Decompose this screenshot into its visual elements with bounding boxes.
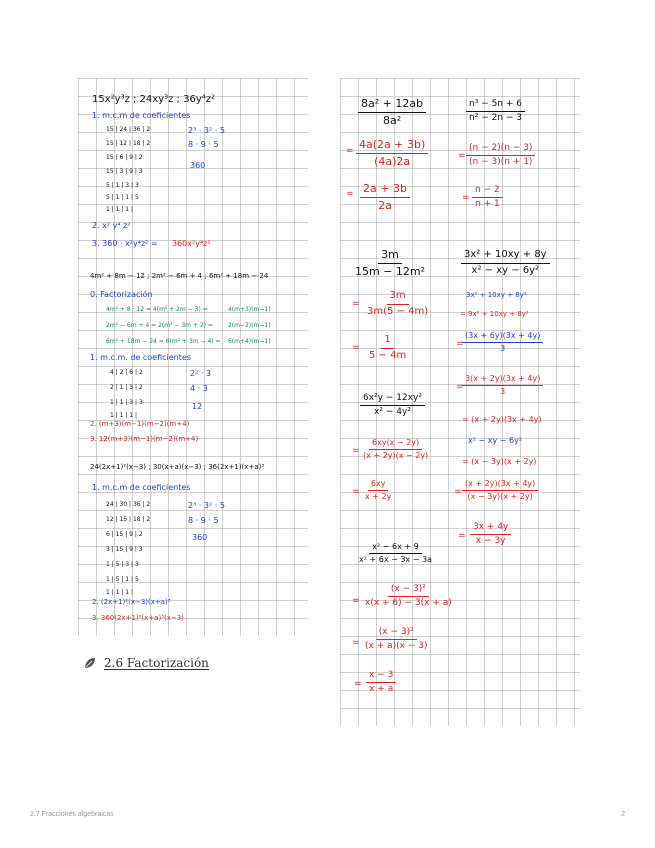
p4-line-5: = (x − 3y)(x + 2y) <box>462 457 537 466</box>
equals-sign: = <box>458 151 466 161</box>
ex2-prime-factors: 2² · 3 <box>190 369 212 378</box>
ex1-prime-factors: 2³ · 3² · 5 <box>188 126 225 135</box>
p1-fraction <box>358 97 426 128</box>
p6-numerator: x² − 6x + 9 <box>369 542 421 554</box>
ex3-product: 8 · 9 · 5 <box>188 516 219 525</box>
ex2-factor-answer-1: 4(m+3)(m−1) <box>228 306 271 313</box>
p4-step1-numerator: (3x + 6y)(3x + 4y) <box>462 331 543 343</box>
p4-fraction <box>461 249 550 277</box>
p6-step1-numerator: (x − 3)² <box>388 584 429 597</box>
p6-step3-numerator: x − 3 <box>366 670 396 683</box>
equals-sign: = <box>352 596 360 606</box>
p1-step2-numerator: 2a + 3b <box>360 182 410 198</box>
equals-sign: = <box>462 193 470 203</box>
p1-step1 <box>356 138 428 169</box>
p4-step3 <box>462 479 538 502</box>
p1-step1-numerator: 4a(2a + 3b) <box>356 138 428 154</box>
p6-step1-denominator: x(x + 6) − 3(x + a) <box>365 598 452 609</box>
ex2-product: 4 · 3 <box>190 384 208 393</box>
equals-sign: = <box>354 679 362 689</box>
ex2-table-row: 4 | 2 | 6 | 2 <box>110 369 143 376</box>
p1-denominator: 8a² <box>382 113 402 127</box>
p5-fraction <box>360 393 425 419</box>
p4-step1-denominator: 3 <box>500 344 506 353</box>
equals-sign: = <box>458 531 466 541</box>
p4-step2-denominator: 3 <box>500 387 506 396</box>
ex2-table-row: 1 | 1 | 1 | <box>110 412 138 419</box>
p4-line-1: 3x² + 10xy + 8y² <box>466 291 527 299</box>
ex2-step0: 0. Factorización <box>90 290 153 299</box>
p4-step4-numerator: 3x + 4y <box>470 522 511 535</box>
ex3-step3: 3. 360(2x+1)²(x+a)³(x−3) <box>92 614 184 622</box>
ex2-table-row: 1 | 1 | 3 | 3 <box>110 399 143 406</box>
p5-step2-denominator: x + 2y <box>365 492 392 501</box>
p6-step2-denominator: (x + a)(x − 3) <box>365 641 428 652</box>
ex2-step1: 1. m.c.m. de coeficientes <box>90 353 191 362</box>
p5-step1 <box>360 438 431 461</box>
ex1-product: 8 · 9 · 5 <box>188 140 219 149</box>
p3-step1-denominator: 3m(5 − 4m) <box>367 305 429 317</box>
p4-step2-numerator: 3(x + 2y)(3x + 4y) <box>462 374 543 386</box>
equals-sign: = <box>346 189 354 199</box>
footer-chapter: 2.7 Fracciones algebraicas <box>30 811 114 818</box>
ex3-step1: 1. m.c.m de coeficientes <box>92 483 191 492</box>
p4-step1 <box>462 331 543 354</box>
p6-step3 <box>366 670 396 696</box>
equals-sign: = <box>456 339 464 349</box>
p5-step1-denominator: (x + 2y)(x − 2y) <box>363 451 429 460</box>
p2-numerator: n³ − 5n + 6 <box>466 99 525 112</box>
ex1-step1: 1. m.c.m de coeficientes <box>92 111 191 120</box>
p6-step2 <box>362 627 430 653</box>
ex1-table-row: 15 | 12 | 18 | 2 <box>106 140 151 147</box>
p3-step1-numerator: 3m <box>387 290 409 305</box>
equals-sign: = <box>454 487 462 497</box>
equals-sign: = <box>456 382 464 392</box>
p3-step2-numerator: 1 <box>381 334 393 349</box>
p2-fraction <box>466 99 525 125</box>
equals-sign: = <box>352 343 360 353</box>
ex1-step3: 3. 360 · x²y⁴z² = <box>92 239 158 248</box>
p3-step2 <box>366 334 409 362</box>
ex1-table-row: 5 | 1 | 1 | 5 <box>106 194 139 201</box>
equals-sign: = <box>346 146 354 156</box>
p1-step2-denominator: 2a <box>378 198 392 212</box>
ex3-table-row: 24 | 30 | 36 | 2 <box>106 501 151 508</box>
p3-numerator: 3m <box>378 248 402 264</box>
p6-denominator: x² + 6x − 3x − 3a <box>359 555 432 564</box>
p5-step2-numerator: 6xy <box>368 479 389 491</box>
p4-line-4: x² − xy − 6y² <box>468 436 523 445</box>
ex2-step2: 2. (m+3)(m−1)(m−2)(m+4) <box>90 420 190 428</box>
ex3-table-row: 1 | 5 | 3 | 3 <box>106 561 139 568</box>
equals-sign: = <box>352 446 360 456</box>
p2-step1-numerator: (n − 2)(n − 3) <box>466 143 535 156</box>
p4-step3-numerator: (x + 2y)(3x + 4y) <box>462 479 538 491</box>
p2-step1 <box>466 143 535 169</box>
ex1-result: 360 <box>190 161 206 170</box>
ex1-table-row: 5 | 1 | 3 | 3 <box>106 182 139 189</box>
ex3-statement: 24(2x+1)²(x−3) ; 30(x+a)(x−3) ; 36(2x+1)(x+a)³ <box>90 463 265 471</box>
ex3-table-row: 3 | 15 | 9 | 3 <box>106 546 143 553</box>
p2-step2-numerator: n − 2 <box>472 185 503 198</box>
p3-step2-denominator: 5 − 4m <box>369 349 407 361</box>
p2-denominator: n² − 2n − 3 <box>469 113 522 124</box>
equals-sign: = <box>352 638 360 648</box>
ex1-table-row: 15 | 6 | 9 | 2 <box>106 154 143 161</box>
p4-denominator: x² − xy − 6y² <box>471 264 540 276</box>
p4-step3-denominator: (x − 3y)(x + 2y) <box>467 492 533 501</box>
p2-step2 <box>472 185 503 211</box>
ex2-factor-line-2: 2m² − 6m + 4 = 2(m² − 3m + 2) = <box>106 322 213 329</box>
ex1-table-row: 15 | 3 | 9 | 3 <box>106 168 143 175</box>
p4-line-2: = 9x² + 10xy + 8y² <box>460 310 529 318</box>
ex1-step2: 2. x² y⁴ z² <box>92 221 131 230</box>
p4-numerator: 3x² + 10xy + 8y <box>461 249 550 264</box>
p5-step2 <box>362 479 394 502</box>
p4-line-3: = (x + 2y)(3x + 4y) <box>462 415 542 424</box>
p6-step2-numerator: (x − 3)² <box>376 627 417 640</box>
ex2-result: 12 <box>192 402 203 411</box>
equals-sign: = <box>352 299 360 309</box>
ex3-table-row: 6 | 15 | 9 | 2 <box>106 531 143 538</box>
ex2-factor-line-3: 6m² + 18m − 24 = 6(m² + 3m − 4) = <box>106 338 221 345</box>
p4-step2 <box>462 374 543 397</box>
p1-numerator: 8a² + 12ab <box>358 97 426 113</box>
ex2-factor-answer-2: 2(m−2)(m−1) <box>228 322 271 329</box>
ex3-prime-factors: 2³ · 3² · 5 <box>188 501 225 510</box>
p5-denominator: x² − 4y² <box>374 407 411 418</box>
p3-step1 <box>364 290 431 318</box>
equals-sign: = <box>352 487 360 497</box>
p2-step2-denominator: n + 1 <box>475 199 500 210</box>
p1-step2 <box>360 182 410 213</box>
ex3-step2: 2. (2x+1)²(x−3)(x+a)³ <box>92 598 171 606</box>
page-number: 2 <box>621 811 625 818</box>
section-link[interactable]: 2.6 Factorización <box>104 656 209 670</box>
p6-step3-denominator: x + a <box>369 684 394 695</box>
ex1-statement: 15x²y³z ; 24xy³z ; 36y⁴z² <box>92 94 216 105</box>
ex3-table-row: 1 | 5 | 1 | 5 <box>106 576 139 583</box>
p3-denominator: 15m − 12m² <box>355 264 426 278</box>
ex2-table-row: 2 | 1 | 3 | 2 <box>110 384 143 391</box>
p3-fraction <box>352 248 428 279</box>
ex2-factor-answer-3: 6(m+4)(m−1) <box>228 338 271 345</box>
ex2-step3: 3. 12(m+3)(m−1)(m−2)(m+4) <box>90 435 199 443</box>
section-heading <box>84 656 209 670</box>
ex1-table-row: 15 | 24 | 36 | 2 <box>106 126 151 133</box>
p1-step1-denominator: (4a)2a <box>374 154 411 168</box>
ex1-answer: 360x²y⁴z² <box>172 239 211 248</box>
p5-step1-numerator: 6xy(x − 2y) <box>369 438 422 450</box>
p2-step1-denominator: (n − 3)(n + 1) <box>469 157 533 168</box>
ex3-table-row: 1 | 1 | 1 | <box>106 589 134 596</box>
leaf-icon <box>84 657 96 669</box>
p4-step4-denominator: x − 3y <box>475 536 506 547</box>
ex2-factor-line-1: 4m² + 8 · 12 = 4(m² + 2m − 3) = <box>106 306 208 313</box>
p5-numerator: 6x²y − 12xy² <box>360 393 425 406</box>
p4-step4 <box>470 522 511 548</box>
ex1-table-row: 1 | 1 | 1 | <box>106 206 134 213</box>
p6-step1 <box>362 584 455 610</box>
ex3-result: 360 <box>192 533 208 542</box>
ex2-statement: 4m² + 8m − 12 ; 2m² − 6m + 4 ; 6m² + 18m − 24 <box>90 272 269 280</box>
ex3-table-row: 12 | 15 | 18 | 2 <box>106 516 151 523</box>
p6-fraction <box>356 542 435 565</box>
